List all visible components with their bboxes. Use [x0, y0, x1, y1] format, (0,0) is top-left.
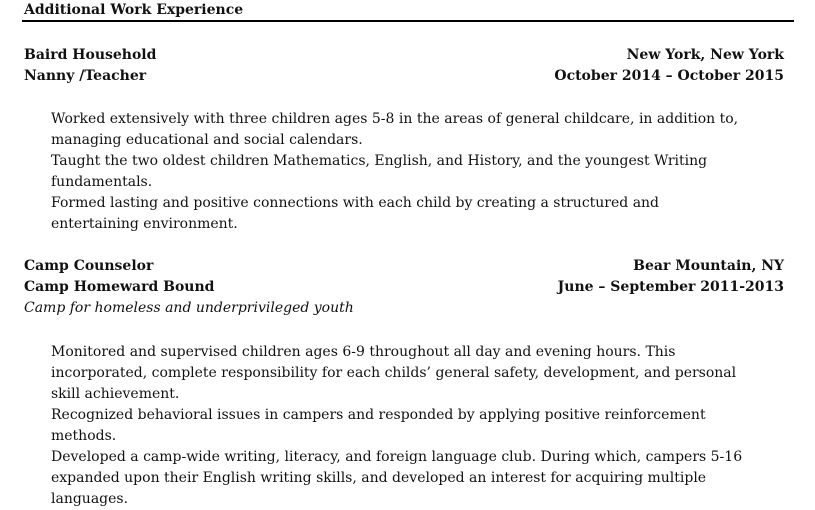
bullet-item: Recognized behavioral issues in campers and responded by applying positive reinforcement methods. — [51, 407, 706, 444]
bullet-list — [51, 109, 751, 235]
entry-header-row-2 — [24, 66, 784, 87]
job-role: Camp Homeward Bound — [24, 279, 215, 295]
employer-name: Camp Counselor — [24, 258, 154, 274]
bullet-item: Taught the two oldest children Mathematics, English, and History, and the youngest Writing fundamentals. — [51, 153, 708, 190]
bullet-item: Developed a camp-wide writing, literacy, and foreign language club. During which, campers 5-16 expanded upon their English writing skills, and developed an interest for acquiring multiple languages. — [51, 449, 743, 507]
bullet-item: Formed lasting and positive connections with each child by creating a structured and entertaining environment. — [51, 195, 660, 232]
job-location: Bear Mountain, NY — [633, 258, 784, 274]
entry-tagline: Camp for homeless and underprivileged youth — [24, 300, 354, 316]
job-dates: October 2014 – October 2015 — [554, 68, 784, 84]
entry-header — [24, 256, 784, 319]
job-role: Nanny /Teacher — [24, 68, 147, 84]
entry-header-row-1 — [24, 256, 784, 277]
employer-name: Baird Household — [24, 47, 157, 63]
section-divider — [22, 20, 794, 22]
entry-header — [24, 45, 784, 87]
entry-header-row-2 — [24, 277, 784, 298]
entry-header-row-1 — [24, 45, 784, 66]
section-title: Additional Work Experience — [24, 2, 244, 18]
bullet-item: Monitored and supervised children ages 6-9 throughout all day and evening hours. This incorporated, complete responsibility for each childs’ general safety, development, and personal skill achievement. — [51, 344, 737, 402]
job-dates: June – September 2011-2013 — [557, 279, 784, 295]
job-location: New York, New York — [626, 47, 784, 63]
bullet-list — [51, 342, 751, 510]
bullet-item: Worked extensively with three children ages 5-8 in the areas of general childcare, in addition to, managing educational and social calendars. — [51, 111, 739, 148]
